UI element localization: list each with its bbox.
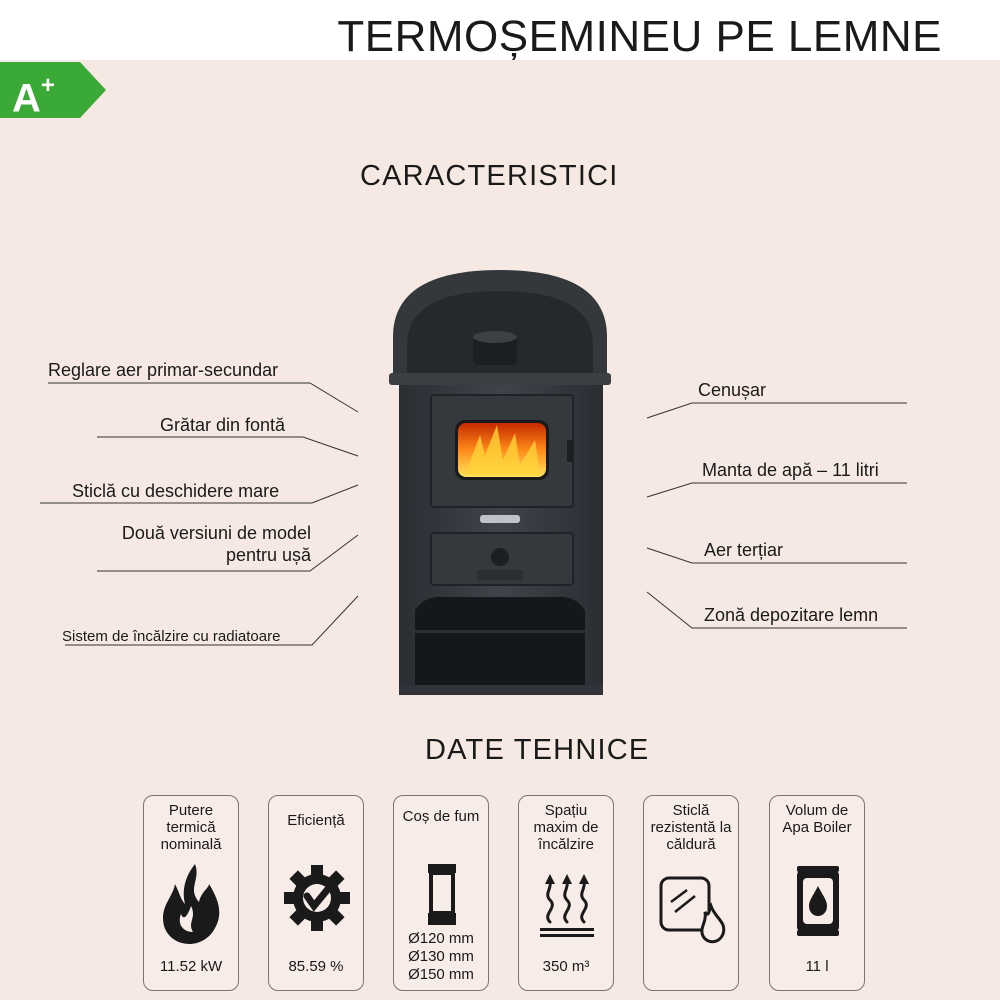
spec-label: Eficiență [287, 812, 345, 829]
flame-icon [157, 858, 227, 948]
heat-glass-icon [657, 858, 727, 948]
gear-check-icon [282, 858, 352, 948]
spec-value: Ø130 mm [408, 948, 474, 965]
spec-card-efficiency [268, 795, 364, 991]
spec-card-heat-glass [643, 795, 739, 991]
chimney-pipe-icon [407, 862, 477, 932]
feature-ash-pan: Cenușar [698, 380, 767, 400]
spec-label: Volum de Apa Boiler [782, 802, 852, 836]
spec-label: Putere termică nominală [160, 802, 222, 853]
spec-card-boiler-volume [769, 795, 865, 991]
spec-card-heating-space [518, 795, 614, 991]
feature-air-regulation: Reglare aer primar-secundar [48, 360, 279, 380]
heat-waves-icon [532, 858, 602, 948]
spec-label: Coș de fum [402, 808, 480, 825]
feature-cast-iron-grate: Grătar din fontă [160, 415, 286, 435]
feature-wood-storage: Zonă depozitare lemn [704, 605, 879, 625]
feature-door-versions [96, 522, 311, 566]
feature-door-versions-line1: Două versiuni de model [121, 523, 311, 543]
spec-value: 350 m³ [542, 958, 590, 975]
spec-value: Ø150 mm [408, 966, 474, 983]
spec-value: 11.52 kW [159, 958, 223, 975]
boiler-icon [783, 858, 853, 948]
feature-tertiary-air: Aer terțiar [704, 540, 784, 560]
specs-heading: DATE TEHNICE [425, 734, 650, 766]
feature-water-jacket: Manta de apă – 11 litri [702, 460, 879, 480]
spec-card-chimney [393, 795, 489, 991]
feature-door-versions-line2: pentru ușă [225, 545, 311, 565]
feature-radiator-system: Sistem de încălzire cu radiatoare [62, 628, 281, 645]
stove-illustration [385, 265, 615, 700]
spec-label: Spațiu maxim de încălzire [533, 802, 599, 853]
page-title: TERMOȘEMINEU PE LEMNE [337, 12, 942, 61]
spec-value-list [394, 930, 488, 984]
features-heading: CARACTERISTICI [360, 160, 619, 192]
spec-value: Ø120 mm [408, 930, 474, 947]
spec-label: Sticlă rezistentă la căldură [650, 802, 732, 853]
spec-value: 11 l [805, 958, 829, 975]
feature-large-glass: Sticlă cu deschidere mare [72, 481, 280, 501]
spec-value: 85.59 % [288, 958, 344, 975]
energy-class-label: A+ [12, 72, 55, 121]
spec-card-thermal-power [143, 795, 239, 991]
